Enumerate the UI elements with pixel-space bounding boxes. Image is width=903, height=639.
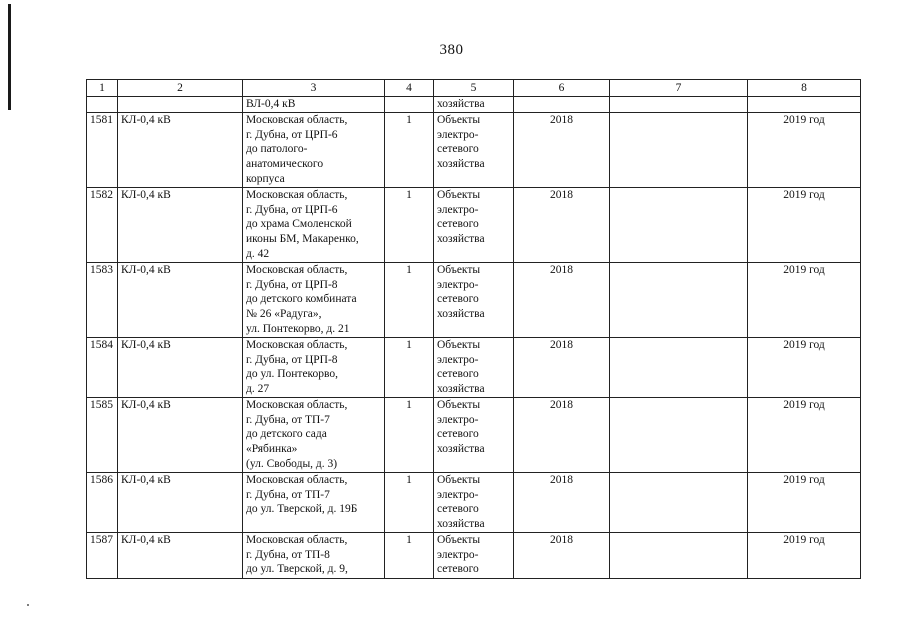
cell-category-line: электро- [437, 488, 479, 501]
table-row [87, 398, 861, 473]
cell-number: 1584 [87, 338, 118, 398]
cell-type: КЛ-0,4 кВ [118, 398, 243, 473]
cell-location-line: г. Дубна, от ЦРП-6 [246, 128, 338, 141]
continuation-row [87, 97, 861, 113]
cell-quantity: 1 [385, 398, 434, 473]
column-header-8: 8 [748, 80, 861, 97]
cell-location [243, 473, 385, 533]
cell-term [748, 97, 861, 113]
cell-category-line: хозяйства [437, 518, 485, 531]
cell-location-line: г. Дубна, от ТП-7 [246, 488, 330, 501]
cell-number [87, 97, 118, 113]
cell-location-line: «Рябинка» [246, 443, 298, 456]
cell-category [434, 113, 514, 188]
cell-number: 1581 [87, 113, 118, 188]
cell-location-line: до ул. Тверской, д. 19Б [246, 503, 358, 516]
cell-number: 1586 [87, 473, 118, 533]
cell-location-line: г. Дубна, от ТП-7 [246, 413, 330, 426]
cell-category-line: Объекты [437, 114, 481, 126]
cell-number: 1582 [87, 188, 118, 263]
cell-quantity: 1 [385, 188, 434, 263]
cell-location-line: Московская область, [246, 189, 348, 201]
cell-category-line: Объекты [437, 264, 481, 276]
cell-location-line: до детского комбината [246, 293, 357, 306]
register-table [86, 79, 861, 579]
cell-location-line: до ул. Тверской, д. 9, [246, 563, 348, 576]
cell-category-line: Объекты [437, 339, 481, 351]
cell-location-line: анатомического [246, 158, 324, 171]
cell-category-line: сетевого [437, 563, 479, 576]
cell-quantity: 1 [385, 263, 434, 338]
cell-category-line: хозяйства [437, 233, 485, 246]
cell-location-line: иконы БМ, Макаренко, [246, 233, 359, 246]
column-header-5: 5 [434, 80, 514, 97]
cell-column-7 [610, 473, 748, 533]
table-row [87, 533, 861, 579]
cell-category-line: электро- [437, 128, 479, 141]
cell-category-line: сетевого [437, 293, 479, 306]
table-row [87, 338, 861, 398]
cell-type: КЛ-0,4 кВ [118, 473, 243, 533]
cell-category-line: Объекты [437, 189, 481, 201]
cell-location-line: до ул. Понтекорво, [246, 368, 339, 381]
cell-quantity: 1 [385, 473, 434, 533]
cell-year: 2018 [514, 398, 610, 473]
cell-year: 2018 [514, 473, 610, 533]
cell-category-line: сетевого [437, 503, 479, 516]
cell-type: КЛ-0,4 кВ [118, 338, 243, 398]
cell-number: 1583 [87, 263, 118, 338]
cell-location-line: г. Дубна, от ТП-8 [246, 548, 330, 561]
column-header-3: 3 [243, 80, 385, 97]
cell-location-line: № 26 «Радуга», [246, 308, 322, 321]
cell-category [434, 398, 514, 473]
cell-category-line: хозяйства [437, 443, 485, 456]
cell-term: 2019 год [748, 338, 861, 398]
cell-location-line: ул. Понтекорво, д. 21 [246, 322, 350, 335]
cell-location-line: Московская область, [246, 114, 348, 126]
cell-category-line: хозяйства [437, 308, 485, 321]
cell-column-7 [610, 188, 748, 263]
cell-year [514, 97, 610, 113]
cell-type: КЛ-0,4 кВ [118, 113, 243, 188]
cell-quantity: 1 [385, 113, 434, 188]
column-header-6: 6 [514, 80, 610, 97]
cell-category [434, 263, 514, 338]
cell-category [434, 473, 514, 533]
cell-category-line: Объекты [437, 534, 481, 546]
cell-category-line: сетевого [437, 218, 479, 231]
cell-category [434, 188, 514, 263]
cell-location-line: г. Дубна, от ЦРП-6 [246, 203, 338, 216]
cell-quantity: 1 [385, 533, 434, 579]
cell-column-7 [610, 113, 748, 188]
cell-location-line: Московская область, [246, 474, 348, 486]
cell-location [243, 263, 385, 338]
cell-term: 2019 год [748, 113, 861, 188]
cell-location [243, 188, 385, 263]
cell-location-line: до детского сада [246, 428, 327, 441]
cell-category-line: сетевого [437, 368, 479, 381]
cell-type [118, 97, 243, 113]
cell-term: 2019 год [748, 188, 861, 263]
cell-type: КЛ-0,4 кВ [118, 188, 243, 263]
cell-year: 2018 [514, 263, 610, 338]
cell-location-line: Московская область, [246, 264, 348, 276]
cell-column-7 [610, 338, 748, 398]
cell-location-line: Московская область, [246, 399, 348, 411]
cell-category [434, 338, 514, 398]
cell-category-line: электро- [437, 548, 479, 561]
cell-location-line: д. 27 [246, 383, 270, 396]
cell-location-line: д. 42 [246, 247, 270, 260]
cell-category-line: электро- [437, 353, 479, 366]
cell-term: 2019 год [748, 533, 861, 579]
cell-column-7 [610, 533, 748, 579]
cell-location-line: г. Дубна, от ЦРП-8 [246, 278, 338, 291]
scan-speck [27, 604, 29, 606]
cell-year: 2018 [514, 113, 610, 188]
cell-category-line: электро- [437, 413, 479, 426]
cell-category: хозяйства [434, 97, 514, 113]
cell-category-line: хозяйства [437, 158, 485, 171]
cell-location-line: г. Дубна, от ЦРП-8 [246, 353, 338, 366]
column-header-7: 7 [610, 80, 748, 97]
table-row [87, 188, 861, 263]
header-row [87, 80, 861, 97]
cell-number: 1587 [87, 533, 118, 579]
cell-type: КЛ-0,4 кВ [118, 263, 243, 338]
cell-quantity: 1 [385, 338, 434, 398]
cell-location [243, 338, 385, 398]
cell-location-line: до храма Смоленской [246, 218, 352, 231]
cell-location [243, 113, 385, 188]
cell-location-line: корпуса [246, 172, 285, 185]
cell-category-line: хозяйства [437, 383, 485, 396]
column-header-1: 1 [87, 80, 118, 97]
cell-category-line: Объекты [437, 474, 481, 486]
cell-term: 2019 год [748, 473, 861, 533]
cell-category [434, 533, 514, 579]
table-row [87, 473, 861, 533]
cell-location-line: (ул. Свободы, д. 3) [246, 457, 338, 470]
cell-term: 2019 год [748, 398, 861, 473]
cell-column-7 [610, 398, 748, 473]
page-number: 380 [439, 42, 464, 58]
column-header-2: 2 [118, 80, 243, 97]
cell-number: 1585 [87, 398, 118, 473]
cell-location [243, 533, 385, 579]
cell-year: 2018 [514, 533, 610, 579]
cell-category-line: Объекты [437, 399, 481, 411]
cell-location-line: до патолого- [246, 143, 308, 156]
table-row [87, 113, 861, 188]
cell-category-line: электро- [437, 203, 479, 216]
cell-column-7 [610, 263, 748, 338]
cell-column-7 [610, 97, 748, 113]
cell-category-line: электро- [437, 278, 479, 291]
cell-type: КЛ-0,4 кВ [118, 533, 243, 579]
cell-term: 2019 год [748, 263, 861, 338]
cell-location-line: Московская область, [246, 339, 348, 351]
cell-location-line: Московская область, [246, 534, 348, 546]
cell-location [243, 398, 385, 473]
cell-category-line: сетевого [437, 428, 479, 441]
table-row [87, 263, 861, 338]
cell-year: 2018 [514, 338, 610, 398]
cell-year: 2018 [514, 188, 610, 263]
cell-category-line: сетевого [437, 143, 479, 156]
cell-location: ВЛ-0,4 кВ [243, 97, 385, 113]
column-header-4: 4 [385, 80, 434, 97]
cell-quantity [385, 97, 434, 113]
